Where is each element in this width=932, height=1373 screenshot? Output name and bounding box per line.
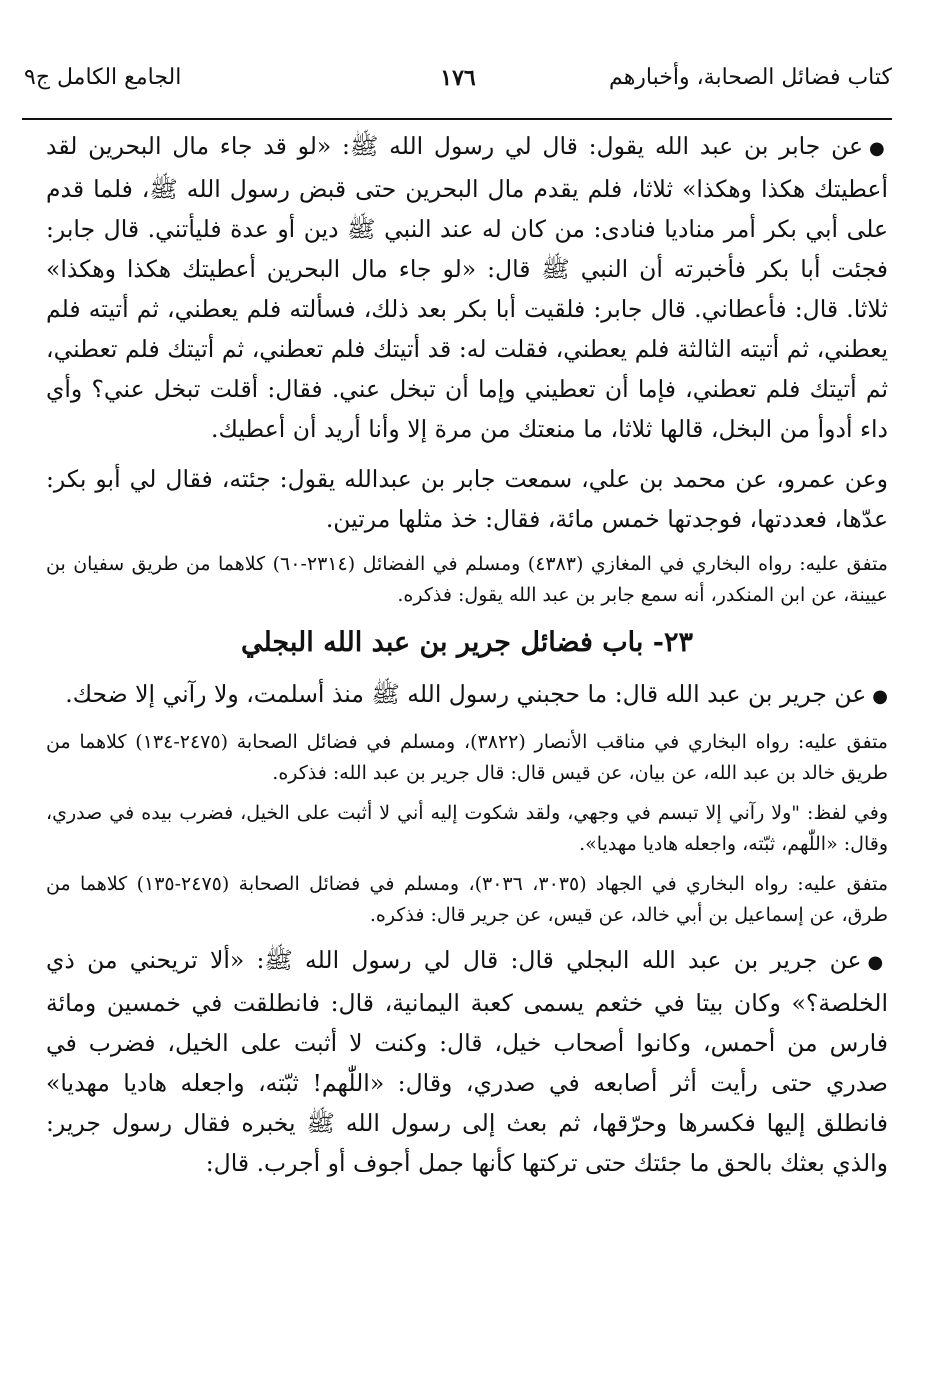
variant-wording-note: وفي لفظ: "ولا رآني إلا تبسم في وجهي، ولقد شكوت إليه أني لا أثبت على الخيل، فضرب بيده في صدري، وقال: «اللّٰهم، ثبّته، واجعله هاديا مهديا». — [46, 802, 888, 855]
hadith-paragraph: وعن عمرو، عن محمد بن علي، سمعت جابر بن عبدالله يقول: جئته، فقال لي أبو بكر: عدّها، فعددتها، فوجدتها خمس مائة، فقال: خذ مثلها مرتين. — [46, 465, 888, 533]
hadith-text: عن جرير بن عبد الله البجلي قال: قال لي رسول الله ﷺ: «ألا تريحني من ذي الخلصة؟» وكان بيتا في خثعم يسمى كعبة اليمانية، قال: فانطلقت في خمسين ومائة فارس من أحمس، وكانوا أصحاب خيل، قال: وكنت لا أثبت على الخيل، فضرب في صدري حتى رأيت أثر أصابعه في صدري، وقال: «اللّٰهم! ثبّته، واجعله هاديا مهديا» فانطلق إليها فكسرها وحرّقها، ثم بعث إلى رسول الله ﷺ يخبره فقال رسول جرير: والذي بعثك بالحق ما جئتك حتى تركتها كأنها جمل أجوف أو أجرب. قال: — [46, 946, 888, 1177]
header-divider — [22, 118, 892, 120]
takhrij-note: متفق عليه: رواه البخاري في المغازي (٤٣٨٣) ومسلم في الفضائل (٢٣١٤-٦٠) كلاهما من طريق سفيان بن عيينة، عن ابن المنكدر، أنه سمع جابر بن عبد الله يقول: فذكره. — [46, 553, 888, 606]
hadith-text: عن جرير بن عبد الله قال: ما حجبني رسول الله ﷺ منذ أسلمت، ولا رآني إلا ضحك. — [65, 680, 867, 708]
takhrij-note: متفق عليه: رواه البخاري في الجهاد (٣٠٣٥، ٣٠٣٦)، ومسلم في فضائل الصحابة (٢٤٧٥-١٣٥) كلاهما من طرق، عن إسماعيل بن أبي خالد، عن قيس، عن جرير قال: فذكره. — [46, 873, 888, 926]
page-body — [46, 126, 888, 1193]
hadith-paragraph — [46, 940, 888, 1183]
hadith-paragraph — [46, 674, 888, 717]
hadith-paragraph — [46, 126, 888, 449]
header-chapter-title: كتاب فضائل الصحابة، وأخبارهم — [609, 65, 892, 90]
running-header — [24, 58, 892, 114]
header-book-title: الجامع الكامل ج٩ — [24, 65, 182, 90]
bullet-icon: ● — [872, 686, 888, 707]
page-number: ١٧٦ — [440, 65, 476, 91]
takhrij-note: متفق عليه: رواه البخاري في مناقب الأنصار (٣٨٢٢)، ومسلم في فضائل الصحابة (٢٤٧٥-١٣٤) كلاهما من طريق خالد بن عبد الله، عن بيان، عن قيس قال: قال جرير بن عبد الله: فذكره. — [46, 731, 888, 784]
chapter-heading: ٢٣- باب فضائل جرير بن عبد الله البجلي — [240, 627, 694, 658]
hadith-text: عن جابر بن عبد الله يقول: قال لي رسول الله ﷺ: «لو قد جاء مال البحرين لقد أعطيتك هكذا وهكذا» ثلاثا، فلم يقدم مال البحرين حتى قبض رسول الله ﷺ، فلما قدم على أبي بكر أمر مناديا فنادى: من كان له عند النبي ﷺ دين أو عدة فليأتني. قال جابر: فجئت أبا بكر فأخبرته أن النبي ﷺ قال: «لو جاء مال البحرين أعطيتك هكذا وهكذا» ثلاثا. قال: فأعطاني. قال جابر: فلقيت أبا بكر بعد ذلك، فسألته فلم يعطني، ثم أتيته فلم يعطني، ثم أتيته الثالثة فلم يعطني، فقلت له: قد أتيتك فلم تعطني، ثم أتيتك فلم تعطني، ثم أتيتك فلم تعطني، فإما أن تعطيني وإما أن تبخل عني. فقال: أقلت تبخل عني؟ وأي داء أدوأ من البخل، قالها ثلاثا، ما منعتك من مرة إلا وأنا أريد أن أعطيك. — [46, 132, 888, 443]
bullet-icon: ● — [869, 138, 888, 159]
bullet-icon: ● — [867, 952, 888, 973]
